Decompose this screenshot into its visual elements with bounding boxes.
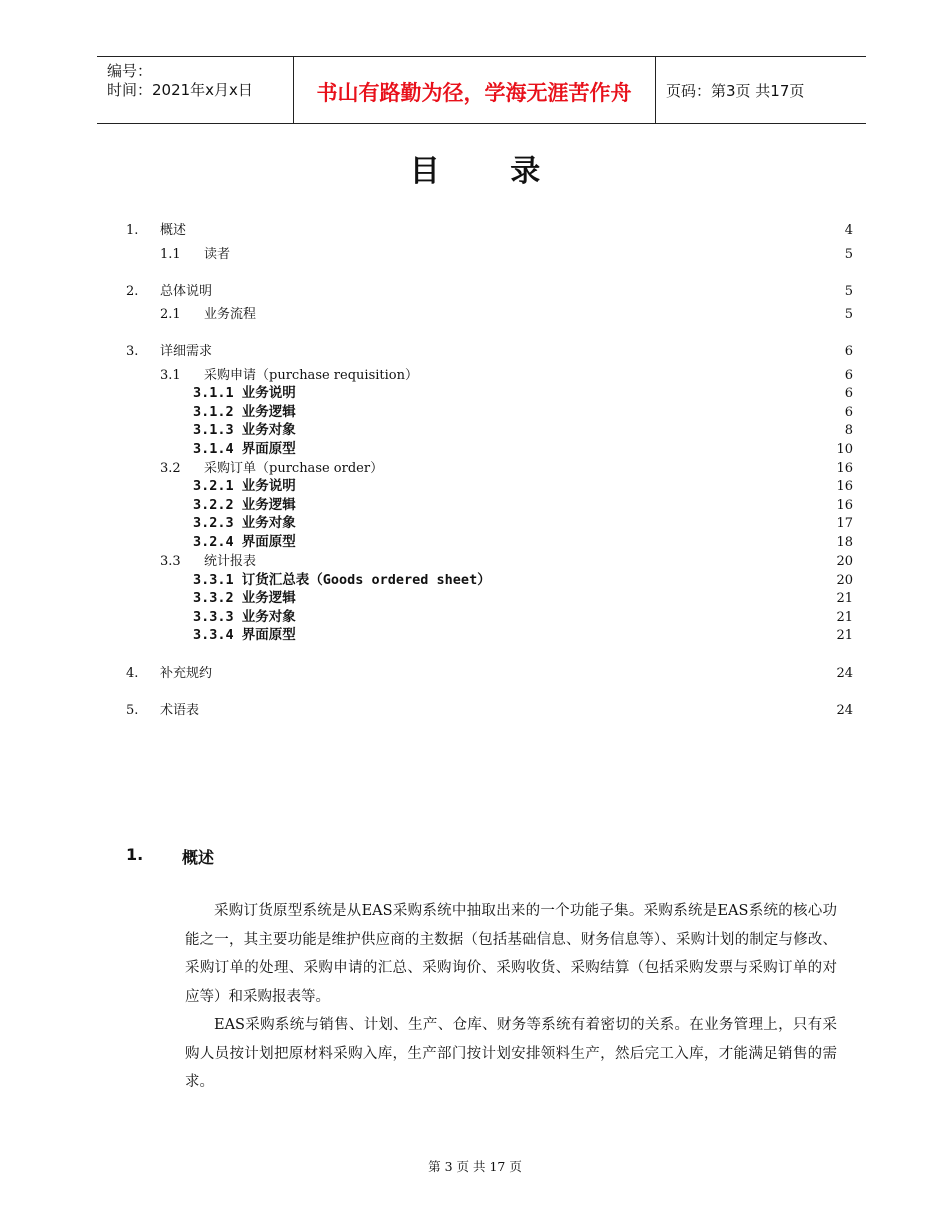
toc-entry[interactable] bbox=[0, 245, 950, 264]
toc-entry[interactable] bbox=[0, 514, 950, 533]
toc-entry-label: 3.1.3 业务对象 bbox=[193, 422, 296, 438]
toc-entry-number: 3.1 bbox=[160, 368, 181, 383]
toc-entry[interactable] bbox=[0, 477, 950, 496]
toc-entry-page: 6 bbox=[844, 386, 853, 401]
toc-entry-page: 21 bbox=[836, 610, 853, 625]
toc-entry-page: 5 bbox=[844, 247, 853, 262]
toc-entry[interactable] bbox=[0, 589, 950, 608]
time-label: 时间：2021年x月x日 bbox=[107, 81, 253, 99]
toc-entry-page: 5 bbox=[844, 307, 853, 322]
toc-entry[interactable] bbox=[0, 421, 950, 440]
toc-entry-page: 21 bbox=[836, 628, 853, 643]
toc-entry-page: 6 bbox=[844, 405, 853, 420]
toc-entry[interactable] bbox=[0, 440, 950, 459]
toc-entry-number: 1.1 bbox=[160, 247, 181, 262]
toc-entry-number: 3.2 bbox=[160, 461, 181, 476]
toc-entry-label: 3.1.4 界面原型 bbox=[193, 441, 296, 457]
toc-entry-label: 3.3.3 业务对象 bbox=[193, 609, 296, 625]
toc-entry-label: 3.2.2 业务逻辑 bbox=[193, 497, 296, 513]
header-info-cell bbox=[97, 57, 294, 123]
toc-entry-number: 2. bbox=[126, 284, 139, 299]
toc-entry[interactable] bbox=[0, 221, 950, 240]
toc-entry-page: 16 bbox=[836, 479, 853, 494]
toc-entry[interactable] bbox=[0, 701, 950, 720]
toc-entry[interactable] bbox=[0, 626, 950, 645]
toc-entry[interactable] bbox=[0, 496, 950, 515]
page-footer: 第 3 页 共 17 页 bbox=[428, 1159, 522, 1174]
toc-entry[interactable] bbox=[0, 342, 950, 361]
toc-entry-page: 20 bbox=[836, 554, 853, 569]
toc-entry-page: 4 bbox=[844, 223, 853, 238]
toc-entry-label: 3.2.1 业务说明 bbox=[193, 478, 296, 494]
toc-entry-page: 24 bbox=[836, 666, 853, 681]
toc-entry-page: 21 bbox=[836, 591, 853, 606]
toc-entry-page: 10 bbox=[836, 442, 853, 457]
toc-entry-label: 读者 bbox=[204, 247, 231, 262]
serial-label: 编号： bbox=[107, 62, 153, 80]
toc-entry-label: 3.2.4 界面原型 bbox=[193, 534, 296, 550]
toc-entry-page: 18 bbox=[836, 535, 853, 550]
toc-entry[interactable] bbox=[0, 571, 950, 590]
toc-entry-label: 术语表 bbox=[160, 703, 200, 718]
toc-entry-page: 16 bbox=[836, 498, 853, 513]
header-page-cell bbox=[656, 57, 866, 123]
toc-title: 目 录 bbox=[409, 154, 571, 189]
toc-entry[interactable] bbox=[0, 664, 950, 683]
toc-entry[interactable] bbox=[0, 459, 950, 478]
toc-entry[interactable] bbox=[0, 403, 950, 422]
toc-entry-label: 详细需求 bbox=[160, 344, 213, 359]
header-motto-cell bbox=[293, 57, 656, 123]
toc-entry-label: 总体说明 bbox=[160, 284, 213, 299]
toc-entry-number: 4. bbox=[126, 666, 139, 681]
toc-entry-number: 3.3 bbox=[160, 554, 181, 569]
toc-entry-page: 17 bbox=[836, 516, 853, 531]
toc-entry-label: 统计报表 bbox=[204, 554, 257, 569]
toc-entry[interactable] bbox=[0, 366, 950, 385]
toc-entry-page: 5 bbox=[844, 284, 853, 299]
paragraph: 采购订货原型系统是从EAS采购系统中抽取出来的一个功能子集。采购系统是EAS系统的核心功能之一，其主要功能是维护供应商的主数据（包括基础信息、财务信息等）、采购计划的制定与修改、采购订单的处理、采购申请的汇总、采购询价、采购收货、采购结算（包括采购发票与采购订单的对应等）和采购报表等。 bbox=[185, 903, 837, 1005]
toc-entry-number: 3. bbox=[126, 344, 139, 359]
section-number: 1. bbox=[126, 845, 144, 864]
toc-entry-label: 采购订单（purchase order） bbox=[204, 461, 384, 476]
toc-entry-label: 3.3.2 业务逻辑 bbox=[193, 590, 296, 606]
toc-entry-page: 6 bbox=[844, 344, 853, 359]
toc-entry-number: 2.1 bbox=[160, 307, 181, 322]
toc-entry-number: 1. bbox=[126, 223, 139, 238]
header-page-info: 页码：第3页 共17页 bbox=[666, 82, 805, 100]
paragraph: EAS采购系统与销售、计划、生产、仓库、财务等系统有着密切的关系。在业务管理上，只有采购人员按计划把原材料采购入库，生产部门按计划安排领料生产，然后完工入库，才能满足销售的需求。 bbox=[185, 1017, 837, 1090]
toc-entry-page: 6 bbox=[844, 368, 853, 383]
toc-entry-page: 24 bbox=[836, 703, 853, 718]
page-header bbox=[97, 56, 866, 124]
toc-entry-label: 补充规约 bbox=[160, 666, 213, 681]
section-body bbox=[185, 897, 837, 1097]
toc-entry[interactable] bbox=[0, 384, 950, 403]
toc-entry-page: 8 bbox=[844, 423, 853, 438]
toc-entry[interactable] bbox=[0, 533, 950, 552]
toc-entry-number: 5. bbox=[126, 703, 139, 718]
toc-entry-label: 3.3.4 界面原型 bbox=[193, 627, 296, 643]
toc-entry[interactable] bbox=[0, 608, 950, 627]
toc-entry-page: 16 bbox=[836, 461, 853, 476]
toc-entry[interactable] bbox=[0, 552, 950, 571]
header-motto: 书山有路勤为径，学海无涯苦作舟 bbox=[316, 81, 632, 105]
toc-entry-label: 3.2.3 业务对象 bbox=[193, 515, 296, 531]
toc-entry-label: 概述 bbox=[160, 223, 187, 238]
toc-entry[interactable] bbox=[0, 305, 950, 324]
toc-entry[interactable] bbox=[0, 282, 950, 301]
toc-entry-page: 20 bbox=[836, 573, 853, 588]
toc-entry-label: 业务流程 bbox=[204, 307, 257, 322]
toc-entry-label: 3.3.1 订货汇总表（Goods ordered sheet） bbox=[193, 572, 491, 588]
section-title: 概述 bbox=[182, 848, 215, 867]
toc-entry-label: 3.1.2 业务逻辑 bbox=[193, 404, 296, 420]
toc-entry-label: 3.1.1 业务说明 bbox=[193, 385, 296, 401]
toc-entry-label: 采购申请（purchase requisition） bbox=[204, 368, 418, 383]
